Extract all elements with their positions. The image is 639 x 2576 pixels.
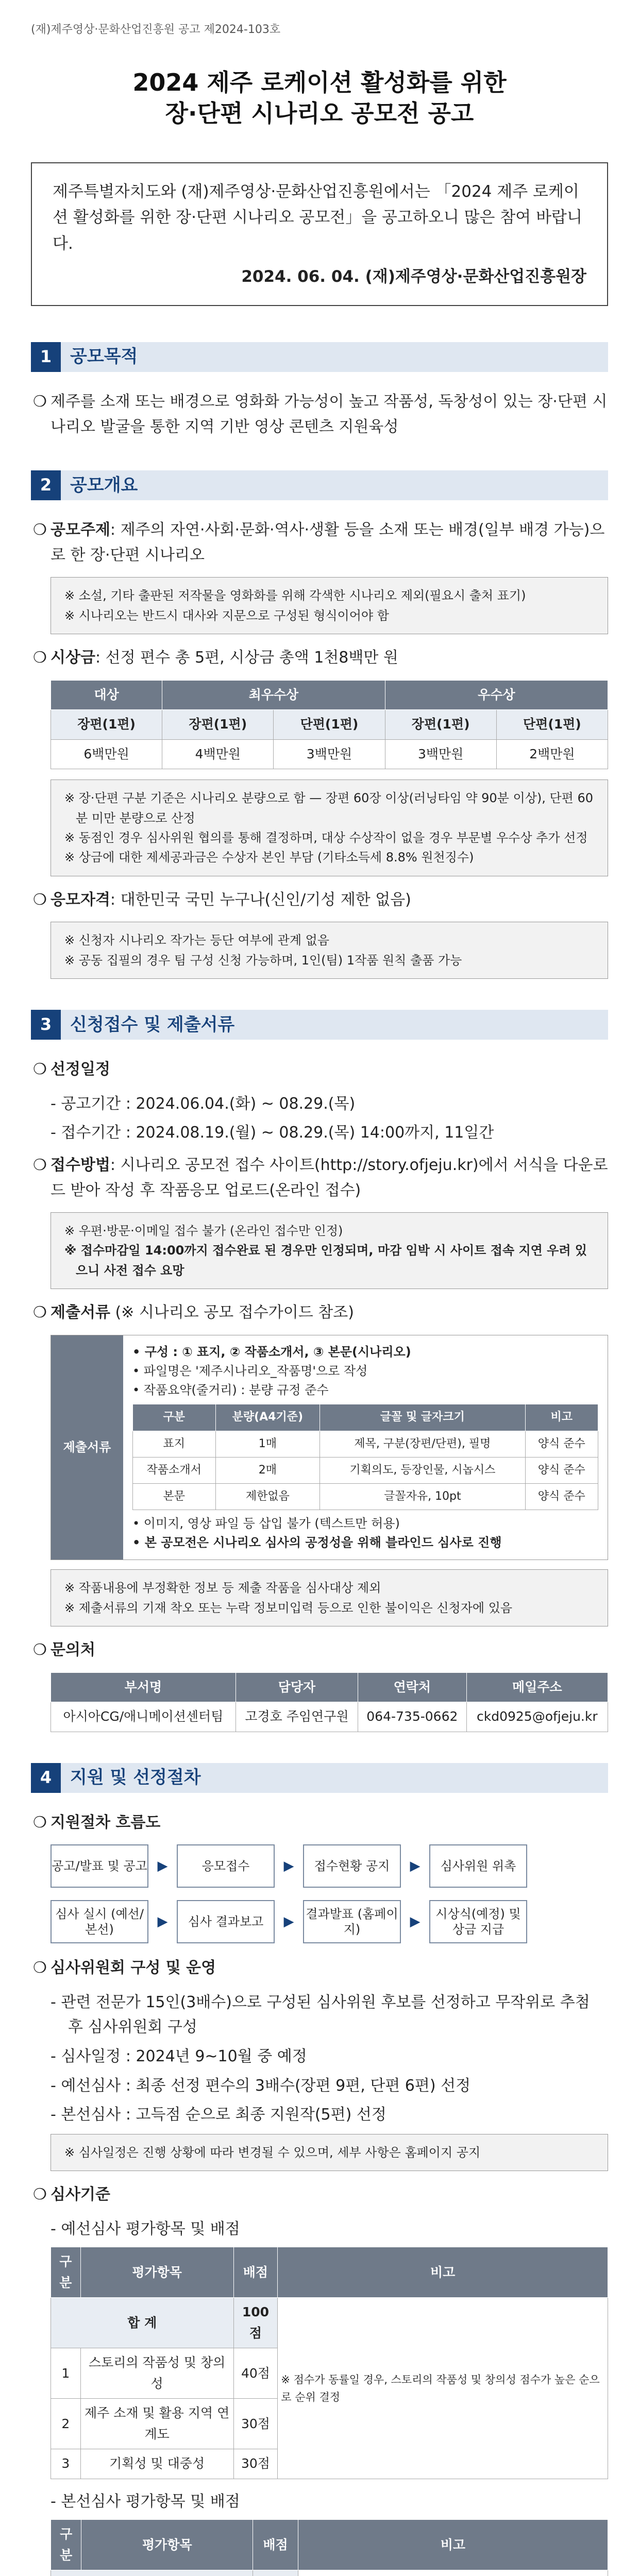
bullet-icon: ❍ [33, 521, 47, 539]
note-line: ※ 공동 집필의 경우 팀 구성 신청 가능하며, 1인(팀) 1작품 원칙 출품 가능 [64, 953, 462, 968]
docs-col-header: 비고 [525, 1404, 598, 1431]
docs-cell: 2매 [215, 1457, 320, 1483]
arrow-right-icon: ▶ [157, 1914, 168, 1930]
docs-col-header: 분량(A4기준) [215, 1404, 320, 1431]
page-title [31, 67, 608, 129]
docs-cell: 양식 준수 [525, 1457, 598, 1483]
docs-cell: 양식 준수 [525, 1431, 598, 1457]
crit-total-label [51, 2570, 253, 2576]
prize-value: 4백만원 [162, 739, 274, 769]
section-number: 1 [31, 342, 61, 372]
crit-cell: 2 [51, 2399, 81, 2449]
flow-step: 심사 결과보고 [177, 1900, 275, 1943]
bullet-icon: ❍ [33, 1959, 47, 1977]
note-line: ※ 심사일정은 진행 상황에 따라 변경될 수 있으며, 세부 사항은 홈페이지 공지 [64, 2145, 481, 2160]
prize-group-header: 대상 [51, 680, 162, 710]
contact-phone: 064-735-0662 [358, 1702, 467, 1732]
contact-col-header: 연락처 [358, 1672, 467, 1702]
note-line: ※ 신청자 시나리오 작가는 등단 여부에 관계 없음 [64, 933, 330, 948]
schedule-line: - 공고기간 : 2024.06.04.(화) ~ 08.29.(목) [51, 1094, 356, 1113]
crit-total-label: 합 계 [51, 2298, 234, 2348]
crit-col-header: 구분 [51, 2520, 81, 2570]
note-line: ※ 상금에 대한 제세공과금은 수상자 본인 부담 (기타소득세 8.8% 원천징수) [64, 850, 474, 865]
target-item: ❍ 응모자격: 대한민국 국민 누구나(신인/기성 제한 없음) [31, 888, 608, 913]
contact-email[interactable]: ckd0925@ofjeju.kr [466, 1702, 608, 1732]
bullet-icon: ❍ [33, 1303, 47, 1322]
section-header [31, 342, 608, 372]
flow-step: 접수현황 공지 [303, 1844, 401, 1888]
crit-cell: 30점 [233, 2399, 278, 2449]
section-purpose [31, 342, 608, 439]
contact-col-header: 메일주소 [466, 1672, 608, 1702]
prize-value: 3백만원 [274, 739, 385, 769]
note-line: ※ 동점인 경우 심사위원 협의를 통해 결정하며, 대상 수상작이 없을 경우 부문별 우수상 추가 선정 [64, 830, 588, 845]
criteria-item: ❍ 심사기준 [31, 2182, 608, 2208]
flow-item: ❍ 지원절차 흐름도 [31, 1810, 608, 1836]
docs-line: • 파일명은 '제주시나리오_작품명'으로 작성 [132, 1364, 368, 1379]
prize-item: ❍ 시상금: 선정 편수 총 5편, 시상금 총액 1천8백만 원 [31, 646, 608, 671]
crit-col-header: 배점 [253, 2520, 298, 2570]
crit-cell: 1 [51, 2348, 81, 2399]
flow-row [51, 1844, 608, 1888]
prize-col-header: 장편(1편) [162, 710, 274, 740]
crit-col-header: 평가항목 [80, 2247, 233, 2298]
bullet-icon: ❍ [33, 890, 47, 909]
section-number: 3 [31, 1010, 61, 1040]
flow-chart [51, 1844, 608, 1943]
section-title: 지원 및 선정절차 [61, 1763, 608, 1793]
prize-value: 3백만원 [385, 739, 496, 769]
docs-table [132, 1404, 598, 1510]
crit-col-header: 평가항목 [81, 2520, 253, 2570]
docs-box-body [123, 1335, 608, 1560]
note-line: ※ 제출서류의 기재 착오 또는 누락 정보미입력 등으로 인한 불이익은 신청자에 있음 [64, 1600, 513, 1615]
section-overview [31, 470, 608, 979]
crit-col-header: 비고 [298, 2520, 608, 2570]
intro-box [31, 162, 608, 306]
crit-cell: 30점 [233, 2449, 278, 2479]
docs-cell: 양식 준수 [525, 1483, 598, 1510]
bullet-icon: ❍ [33, 1060, 47, 1079]
crit-cell: 3 [51, 2449, 81, 2479]
docs-line: • 이미지, 영상 파일 등 삽입 불가 (텍스트만 허용) [132, 1516, 400, 1531]
prize-col-header: 단편(1편) [496, 710, 608, 740]
contact-col-header: 담당자 [236, 1672, 358, 1702]
schedule-item: ❍ 선정일정 [31, 1057, 608, 1082]
theme-item: ❍ 공모주제: 제주의 자연·사회·문화·역사·생활 등을 소재 또는 배경(일부 배경 가능)으로 한 장·단편 시나리오 [31, 518, 608, 568]
docs-box [51, 1335, 608, 1560]
prize-group-header: 최우수상 [162, 680, 385, 710]
note-line: ※ 접수마감일 14:00까지 접수완료 된 경우만 인정되며, 마감 임박 시 사이트 접속 지연 우려 있으니 사전 접수 요망 [64, 1243, 587, 1278]
schedule-line: - 접수기간 : 2024.08.19.(월) ~ 08.29.(목) 14:00까지, 11일간 [51, 1124, 494, 1142]
criteria-sub: - 예선심사 평가항목 및 배점 [51, 2219, 240, 2238]
arrow-right-icon: ▶ [283, 1914, 294, 1930]
bullet-icon: ❍ [33, 2185, 47, 2204]
panel-line: - 예선심사 : 최종 선정 편수의 3배수(장편 9편, 단편 6편) 선정 [51, 2076, 471, 2095]
purpose-text: ❍ 제주를 소재 또는 배경으로 영화화 가능성이 높고 작품성, 독창성이 있는 장·단편 시나리오 발굴을 통한 지역 기반 영상 콘텐츠 지원육성 [31, 389, 608, 439]
prize-col-header: 장편(1편) [51, 710, 162, 740]
flow-step: 결과발표 (홈페이지) [303, 1900, 401, 1943]
panel-line: - 관련 전문가 15인(3배수)으로 구성된 심사위원 후보를 선정하고 무작위로 추첨 후 심사위원회 구성 [51, 1993, 590, 2037]
section-header [31, 1763, 608, 1793]
arrow-right-icon: ▶ [283, 1858, 294, 1874]
docs-cell: 제한없음 [215, 1483, 320, 1510]
docs-col-header: 글꼴 및 글자크기 [320, 1404, 526, 1431]
section-application [31, 1010, 608, 1732]
section-number: 2 [31, 470, 61, 500]
arrow-right-icon: ▶ [410, 1858, 421, 1874]
crit-cell: 제주 소재 및 활용 지역 연계도 [80, 2399, 233, 2449]
panel-item: ❍ 심사위원회 구성 및 운영 [31, 1956, 608, 1981]
crit-cell: 기획성 및 대중성 [80, 2449, 233, 2479]
docs-col-header: 구분 [133, 1404, 216, 1431]
section-title: 공모목적 [61, 342, 608, 372]
flow-row [51, 1900, 608, 1943]
panel-line: - 본선심사 : 고득점 순으로 최종 지원작(5편) 선정 [51, 2106, 386, 2124]
criteria-table-prelim [51, 2247, 608, 2479]
contact-table [51, 1672, 608, 1732]
crit-note: ※ 점수가 동률일 경우, 스토리의 작품성 및 창의성 점수가 높은 순으로 순위 결정 [278, 2298, 608, 2479]
docs-box-label: 제출서류 [51, 1335, 123, 1560]
intro-date: 2024. 06. 04. (재)제주영상·문화산업진흥원장 [241, 267, 586, 286]
bullet-icon: ❍ [33, 649, 47, 667]
criteria-table-final [51, 2519, 608, 2576]
note-line: ※ 작품내용에 부정확한 정보 등 제출 작품을 심사대상 제외 [64, 1581, 381, 1596]
title-line2: 장·단편 시나리오 공모전 공고 [165, 99, 474, 128]
title-line1: 2024 제주 로케이션 활성화를 위한 [132, 68, 507, 96]
arrow-right-icon: ▶ [157, 1858, 168, 1874]
docs-item: ❍ 제출서류 (※ 시나리오 공모 접수가이드 참조) [31, 1300, 608, 1326]
bullet-icon: ❍ [33, 1156, 47, 1174]
prize-table [51, 680, 608, 770]
crit-cell: 스토리의 작품성 및 창의성 [80, 2348, 233, 2399]
docs-cell: 제목, 구분(장편/단편), 필명 [320, 1431, 526, 1457]
docs-line: • 본 공모전은 시나리오 심사의 공정성을 위해 블라인드 심사로 진행 [132, 1535, 502, 1550]
section-title: 신청접수 및 제출서류 [61, 1010, 608, 1040]
docs-line: • 작품요약(줄거리) : 분량 규정 준수 [132, 1383, 329, 1398]
section-header [31, 1010, 608, 1040]
flow-step: 심사 실시 (예선/본선) [51, 1900, 148, 1943]
contact-person: 고경호 주임연구원 [236, 1702, 358, 1732]
method-notes [51, 1212, 608, 1289]
crit-col-header: 비고 [278, 2247, 608, 2298]
criteria-sub: - 본선심사 평가항목 및 배점 [51, 2492, 240, 2511]
prize-col-header: 단편(1편) [274, 710, 385, 740]
contact-col-header: 부서명 [51, 1672, 236, 1702]
prize-value: 6백만원 [51, 739, 162, 769]
note-line: ※ 시나리오는 반드시 대사와 지문으로 구성된 형식이어야 함 [64, 608, 389, 623]
arrow-right-icon: ▶ [410, 1914, 421, 1930]
theme-notes [51, 577, 608, 634]
method-item: ❍ 접수방법: 시나리오 공모전 접수 사이트(http://story.ofjeju.kr)에서 서식을 다운로드 받아 작성 후 작품응모 업로드(온라인 접수) [31, 1153, 608, 1203]
flow-step: 공고/발표 및 공고 [51, 1844, 148, 1888]
crit-total-value: 100점 [233, 2298, 278, 2348]
flow-step: 심사위원 위촉 [429, 1844, 527, 1888]
top-note: (재)제주영상·문화산업진흥원 공고 제2024-103호 [31, 23, 281, 36]
crit-col-header: 배점 [233, 2247, 278, 2298]
bullet-icon: ❍ [33, 1640, 47, 1659]
bullet-icon: ❍ [33, 1813, 47, 1832]
section-header [31, 470, 608, 500]
docs-cell: 본문 [133, 1483, 216, 1510]
docs-cell: 기획의도, 등장인물, 시놉시스 [320, 1457, 526, 1483]
note-line: ※ 소설, 기타 출판된 저작물을 영화화를 위해 각색한 시나리오 제외(필요시 출처 표기) [64, 588, 526, 603]
prize-notes [51, 779, 608, 876]
target-notes [51, 922, 608, 979]
docs-notes [51, 1569, 608, 1626]
bullet-icon: ❍ [33, 392, 47, 411]
section-title: 공모개요 [61, 470, 608, 500]
crit-col-header: 구분 [51, 2247, 81, 2298]
flow-step: 응모접수 [177, 1844, 275, 1888]
docs-cell: 작품소개서 [133, 1457, 216, 1483]
crit-cell: 40점 [233, 2348, 278, 2399]
crit-note [298, 2570, 608, 2576]
note-line: ※ 장·단편 구분 기준은 시나리오 분량으로 함 — 장편 60장 이상(러닝타임 약 90분 이상), 단편 60분 미만 분량으로 산정 [64, 791, 594, 825]
section-selection [31, 1763, 608, 2576]
docs-cell: 글꼴자유, 10pt [320, 1483, 526, 1510]
intro-text: 제주특별자치도와 (재)제주영상·문화산업진흥원에서는 「2024 제주 로케이션 활성화를 위한 장·단편 시나리오 공모전」을 공고하오니 많은 참여 바랍니다. [53, 182, 582, 253]
crit-total-value [253, 2570, 298, 2576]
prize-value: 2백만원 [496, 739, 608, 769]
panel-line: - 심사일정 : 2024년 9~10월 중 예정 [51, 2047, 307, 2065]
docs-line: • 구성 : ① 표지, ② 작품소개서, ③ 본문(시나리오) [132, 1344, 411, 1359]
section-number: 4 [31, 1763, 61, 1793]
panel-note [51, 2134, 608, 2171]
prize-col-header: 장편(1편) [385, 710, 496, 740]
note-line: ※ 우편·방문·이메일 접수 불가 (온라인 접수만 인정) [64, 1224, 343, 1239]
prize-group-header: 우수상 [385, 680, 608, 710]
flow-step: 시상식(예정) 및 상금 지급 [429, 1900, 527, 1943]
contact-item: ❍ 문의처 [31, 1638, 608, 1663]
docs-cell: 표지 [133, 1431, 216, 1457]
contact-dept: 아시아CG/애니메이션센터팀 [51, 1702, 236, 1732]
docs-cell: 1매 [215, 1431, 320, 1457]
